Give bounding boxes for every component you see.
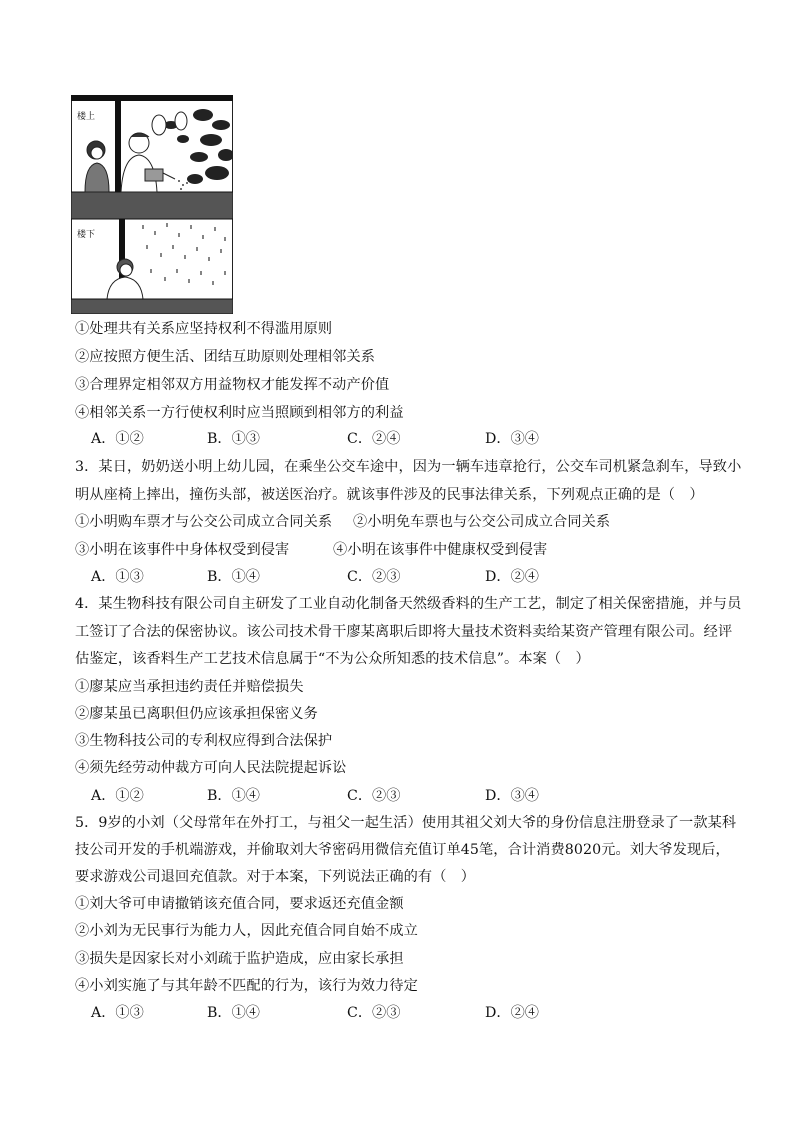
q5-option-a: A．①③ xyxy=(91,1005,144,1021)
upstairs-label: 楼上 xyxy=(77,112,96,122)
q4-option-d: D．③④ xyxy=(485,788,539,804)
q2-option-d: D．③④ xyxy=(485,431,539,447)
q3-statement-4: ④小明在该事件中健康权受到侵害 xyxy=(333,542,548,558)
q5-stem-line-3: 要求游戏公司退回充值款。对于本案，下列说法正确的有（ ） xyxy=(75,869,476,885)
q3-option-c: C．②③ xyxy=(347,569,401,585)
q5-stem-line-1: 5．9岁的小刘（父母常年在外打工，与祖父一起生活）使用其祖父刘大爷的身份信息注册登录了一款某科 xyxy=(75,815,737,831)
q3-option-a: A．①③ xyxy=(91,569,144,585)
q4-stem-line-2: 工签订了合法的保密协议。该公司技术骨干廖某离职后即将大量技术资料卖给某资产管理有限公司。经评 xyxy=(75,624,733,640)
q5-statement-3: ③损失是因家长对小刘疏于监护造成，应由家长承担 xyxy=(75,951,404,967)
neighbor-watering-cartoon xyxy=(71,95,233,314)
downstairs-label: 楼下 xyxy=(77,230,96,240)
q5-statement-2: ②小刘为无民事行为能力人，因此充值合同自始不成立 xyxy=(75,923,418,939)
q4-stem-line-1: 4．某生物科技有限公司自主研发了工业自动化制备天然级香料的生产工艺，制定了相关保密措施，并与员 xyxy=(75,596,742,612)
q5-statement-4: ④小刘实施了与其年龄不匹配的行为，该行为效力待定 xyxy=(75,978,418,994)
q4-option-c: C．②③ xyxy=(347,788,401,804)
q2-statement-3: ③合理界定相邻双方用益物权才能发挥不动产价值 xyxy=(75,377,390,393)
q2-statement-4: ④相邻关系一方行使权利时应当照顾到相邻方的利益 xyxy=(75,405,404,421)
q3-statement-3: ③小明在该事件中身体权受到侵害 xyxy=(75,542,290,558)
q2-option-a: A．①② xyxy=(91,431,144,447)
q5-stem-line-2: 技公司开发的手机端游戏，并偷取刘大爷密码用微信充值订单45笔，合计消费8020元。刘大爷发现后， xyxy=(75,842,730,858)
q5-option-d: D．②④ xyxy=(485,1005,539,1021)
q4-option-b: B．①④ xyxy=(207,788,260,804)
q3-stem-line-1: 3．某日，奶奶送小明上幼儿园，在乘坐公交车途中，因为一辆车违章抢行，公交车司机紧急刹车，导致小 xyxy=(75,459,742,475)
q2-statement-1: ①处理共有关系应坚持权利不得滥用原则 xyxy=(75,321,333,337)
q5-statement-1: ①刘大爷可申请撤销该充值合同，要求返还充值金额 xyxy=(75,896,404,912)
q5-option-c: C．②③ xyxy=(347,1005,401,1021)
q4-stem-line-3: 估鉴定，该香料生产工艺技术信息属于“不为公众所知悉的技术信息”。本案（ ） xyxy=(75,651,590,667)
q4-option-a: A．①② xyxy=(91,788,144,804)
q5-option-b: B．①④ xyxy=(207,1005,260,1021)
q2-option-c: C．②④ xyxy=(347,431,401,447)
q4-statement-1: ①廖某应当承担违约责任并赔偿损失 xyxy=(75,679,304,695)
q3-option-d: D．②④ xyxy=(485,569,539,585)
q2-option-b: B．①③ xyxy=(207,431,260,447)
q4-statement-4: ④须先经劳动仲裁方可向人民法院提起诉讼 xyxy=(75,760,347,776)
q4-statement-2: ②廖某虽已离职但仍应该承担保密义务 xyxy=(75,706,318,722)
q3-option-b: B．①④ xyxy=(207,569,260,585)
q3-statement-2: ②小明免车票也与公交公司成立合同关系 xyxy=(353,514,611,530)
q2-statement-2: ②应按照方便生活、团结互助原则处理相邻关系 xyxy=(75,349,376,365)
q3-statement-1: ①小明购车票才与公交公司成立合同关系 xyxy=(75,514,333,530)
q4-statement-3: ③生物科技公司的专利权应得到合法保护 xyxy=(75,733,333,749)
q3-stem-line-2: 明从座椅上摔出，撞伤头部，被送医治疗。就该事件涉及的民事法律关系，下列观点正确的是（ ） xyxy=(75,487,704,503)
